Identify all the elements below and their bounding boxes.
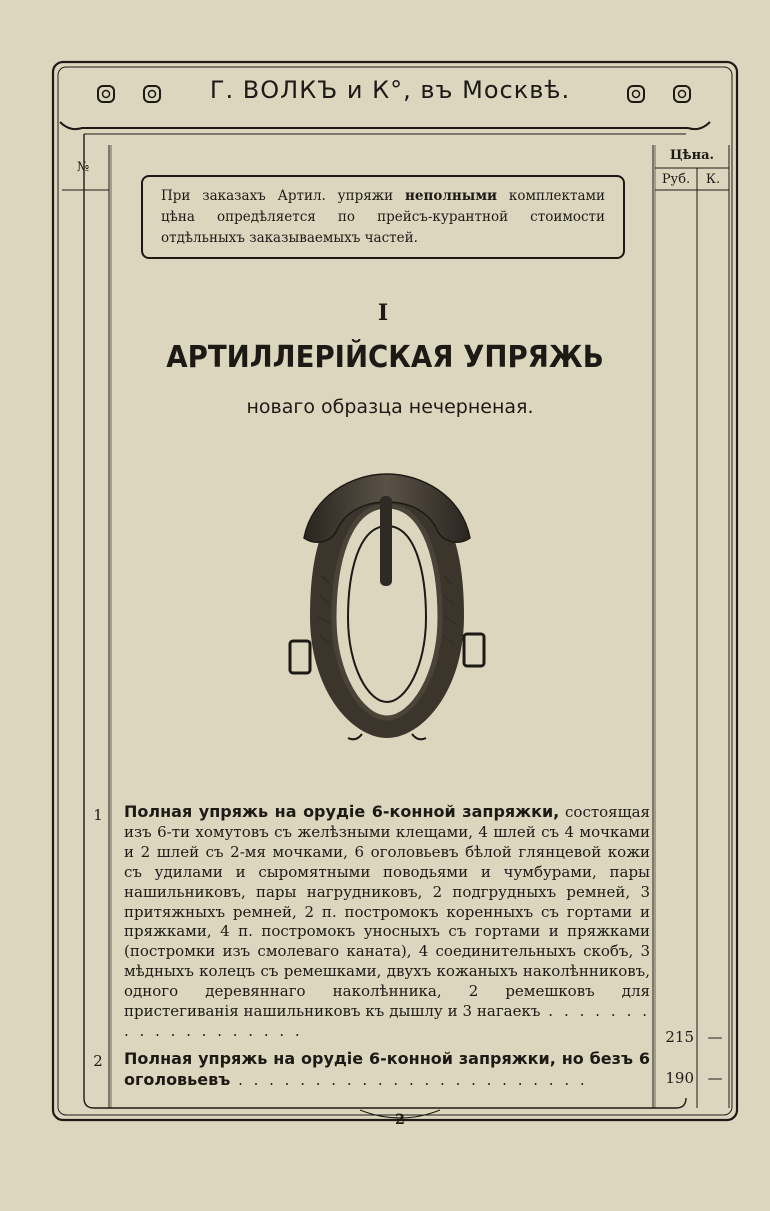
notice-bold-text: неполными — [405, 188, 498, 204]
order-notice — [141, 175, 625, 259]
item-price-kop: — — [707, 1028, 723, 1046]
rub-column-header: Руб. — [661, 172, 691, 187]
item-price-rub: 190 — [665, 1069, 694, 1087]
item-number: 1 — [93, 806, 103, 824]
kop-column-header: К. — [705, 172, 721, 187]
item-leader-dots: . . . . . . . . . . . . . . . . . . . . . . . — [230, 1070, 588, 1089]
company-header: Г. ВОЛКЪ и К°, въ Москвѣ. — [209, 76, 571, 104]
notice-text: комплектами цѣна опредѣляется по прейсъ-курантной стоимости отдѣльныхъ заказываемыхъ частей. — [161, 188, 605, 246]
item-description: состоящая изъ 6-ти хомутовъ съ желѣзными клещами, 4 шлей съ 4 мочками и 2 шлей съ 2-мя мочками, 6 оголовьевъ бѣлой глянцевой кожи съ удилами и сыромятными поводьями и чумбурами, пары нашильниковъ, пары нагрудниковъ, 2 подгрудныхъ ремней, 3 притяжныхъ ремней, 2 п. постромокъ коренныхъ съ гортами и пряжками, 4 п. постромокъ уносныхъ съ гортами и пряжками (постромки изъ смолеваго каната), 4 соединительныхъ скобъ, 3 мѣдныхъ колецъ съ ремешками, двухъ кожаныхъ наколѣнниковъ, одного деревяннаго наколѣнника, 2 ремешковъ для пристегиванія нашильниковъ къ дышлу и 3 нагаекъ — [124, 803, 650, 1021]
page-number: 2 — [395, 1112, 405, 1128]
ornament-icon — [626, 84, 646, 104]
ornament-icon — [142, 84, 162, 104]
notice-text: При заказахъ Артил. упряжи — [161, 188, 406, 204]
section-subtitle: новаго образца нечерненая. — [246, 396, 534, 418]
list-item — [124, 1049, 650, 1091]
item-lead: Полная упряжь на орудіе 6-конной запряжки, но безъ 6 оголовьевъ — [124, 1049, 650, 1089]
horse-collar-icon — [282, 466, 492, 746]
section-number: I — [377, 300, 389, 326]
item-lead: Полная упряжь на орудіе 6-конной запряжки, — [124, 802, 560, 821]
item-number: 2 — [93, 1052, 103, 1070]
list-item — [124, 802, 650, 1042]
section-title: АРТИЛЛЕРІЙСКАЯ УПРЯЖЬ — [166, 340, 604, 375]
price-column-header: Цѣна. — [669, 148, 715, 163]
ornament-icon — [672, 84, 692, 104]
item-price-kop: — — [707, 1069, 723, 1087]
ornament-icon — [96, 84, 116, 104]
item-price-rub: 215 — [665, 1028, 694, 1046]
number-column-header: № — [76, 160, 90, 175]
item-leader-dots: . . . . . . . . . . . . . . . . . . . — [124, 1002, 650, 1040]
